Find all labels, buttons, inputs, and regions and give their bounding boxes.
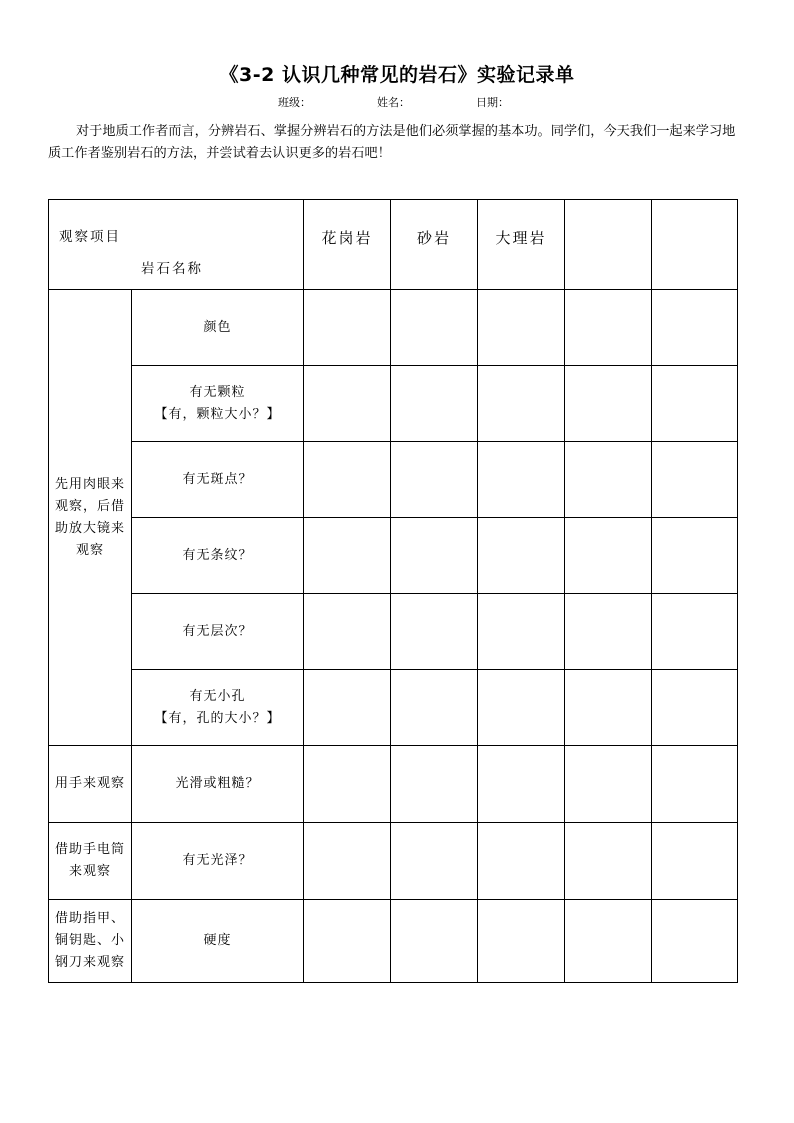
- item-cell: [132, 518, 304, 594]
- name-label: 姓名：: [377, 96, 410, 109]
- record-cell[interactable]: [304, 594, 391, 670]
- record-cell[interactable]: [565, 442, 652, 518]
- table-row: [49, 366, 738, 442]
- record-cell[interactable]: [565, 290, 652, 366]
- category-label: 借助手电筒来观察: [55, 842, 126, 879]
- record-cell[interactable]: [652, 442, 738, 518]
- record-cell[interactable]: [478, 594, 565, 670]
- record-cell[interactable]: [652, 900, 738, 983]
- item-label: 有无小孔: [189, 688, 246, 704]
- record-table: [48, 199, 738, 983]
- record-cell[interactable]: [391, 823, 478, 900]
- record-cell[interactable]: [304, 366, 391, 442]
- item-cell: [132, 823, 304, 900]
- record-cell[interactable]: [565, 823, 652, 900]
- item-label: 颜色: [203, 319, 232, 335]
- item-cell: [132, 900, 304, 983]
- record-cell[interactable]: [478, 670, 565, 746]
- record-cell[interactable]: [391, 746, 478, 823]
- rock-name: 砂岩: [416, 228, 451, 247]
- record-cell[interactable]: [391, 442, 478, 518]
- category-label: 借助指甲、铜钥匙、小钢刀来观察: [54, 911, 125, 970]
- table-row: [49, 670, 738, 746]
- record-cell[interactable]: [478, 366, 565, 442]
- item-cell: [132, 594, 304, 670]
- category-label: 先用肉眼来观察，后借助放大镜来观察: [55, 476, 126, 558]
- table-row: [49, 746, 738, 823]
- record-cell[interactable]: [391, 290, 478, 366]
- record-cell[interactable]: [391, 518, 478, 594]
- rock-name: 大理岩: [495, 228, 547, 247]
- record-cell[interactable]: [565, 594, 652, 670]
- table-row: [49, 518, 738, 594]
- rock-header-cell: [391, 200, 478, 290]
- header-rock-label: 岩石名称: [141, 261, 203, 277]
- category-cell: [49, 900, 132, 983]
- record-cell[interactable]: [478, 518, 565, 594]
- record-cell[interactable]: [478, 823, 565, 900]
- record-cell[interactable]: [304, 823, 391, 900]
- item-cell: [132, 442, 304, 518]
- record-cell[interactable]: [304, 900, 391, 983]
- record-cell[interactable]: [652, 746, 738, 823]
- record-cell[interactable]: [478, 442, 565, 518]
- class-label: 班级：: [278, 96, 311, 109]
- item-cell: [132, 290, 304, 366]
- header-observe-label: 观察项目: [59, 229, 121, 245]
- category-cell: [49, 290, 132, 746]
- rock-header-cell: [304, 200, 391, 290]
- item-cell: [132, 670, 304, 746]
- record-cell[interactable]: [652, 594, 738, 670]
- item-cell: [132, 746, 304, 823]
- record-cell[interactable]: [565, 366, 652, 442]
- date-label: 日期：: [476, 96, 509, 109]
- record-cell[interactable]: [304, 442, 391, 518]
- record-cell[interactable]: [304, 670, 391, 746]
- item-label: 有无层次？: [182, 623, 253, 639]
- table-row: [49, 900, 738, 983]
- item-label: 光滑或粗糙？: [175, 776, 260, 791]
- category-cell: [49, 823, 132, 900]
- item-label: 有无光泽？: [182, 853, 253, 868]
- rock-header-cell: [565, 200, 652, 290]
- record-cell[interactable]: [304, 290, 391, 366]
- item-label: 有无条纹？: [182, 547, 253, 563]
- table-row: [49, 442, 738, 518]
- item-label: 有无斑点？: [182, 471, 253, 487]
- category-label: 用手来观察: [55, 776, 126, 791]
- table-row: [49, 290, 738, 366]
- record-cell[interactable]: [652, 670, 738, 746]
- record-cell[interactable]: [652, 823, 738, 900]
- record-cell[interactable]: [304, 746, 391, 823]
- table-row: [49, 823, 738, 900]
- header-diagonal-cell: [49, 200, 304, 290]
- record-cell[interactable]: [652, 518, 738, 594]
- record-cell[interactable]: [565, 746, 652, 823]
- intro-paragraph: 对于地质工作者而言，分辨岩石、掌握分辨岩石的方法是他们必须掌握的基本功。同学们，今天我们一起来学习地质工作者鉴别岩石的方法，并尝试着去认识更多的岩石吧！: [48, 124, 736, 161]
- record-cell[interactable]: [652, 366, 738, 442]
- record-cell[interactable]: [478, 900, 565, 983]
- item-label: 硬度: [203, 933, 232, 948]
- rock-header-cell: [652, 200, 738, 290]
- record-cell[interactable]: [391, 366, 478, 442]
- page-title: 《3-2 认识几种常见的岩石》实验记录单: [219, 64, 575, 86]
- record-cell[interactable]: [391, 670, 478, 746]
- record-cell[interactable]: [391, 900, 478, 983]
- record-cell[interactable]: [304, 518, 391, 594]
- table-row: [49, 594, 738, 670]
- item-cell: [132, 366, 304, 442]
- item-label: 有无颗粒: [189, 384, 246, 400]
- record-cell[interactable]: [652, 290, 738, 366]
- header-row: [49, 200, 738, 290]
- record-cell[interactable]: [565, 670, 652, 746]
- record-cell[interactable]: [391, 594, 478, 670]
- rock-header-cell: [478, 200, 565, 290]
- item-sublabel: 【有，颗粒大小？】: [154, 406, 281, 422]
- category-cell: [49, 746, 132, 823]
- record-cell[interactable]: [478, 746, 565, 823]
- rock-name: 花岗岩: [321, 228, 373, 247]
- record-cell[interactable]: [565, 518, 652, 594]
- record-cell[interactable]: [478, 290, 565, 366]
- item-sublabel: 【有，孔的大小？】: [154, 710, 281, 726]
- record-cell[interactable]: [565, 900, 652, 983]
